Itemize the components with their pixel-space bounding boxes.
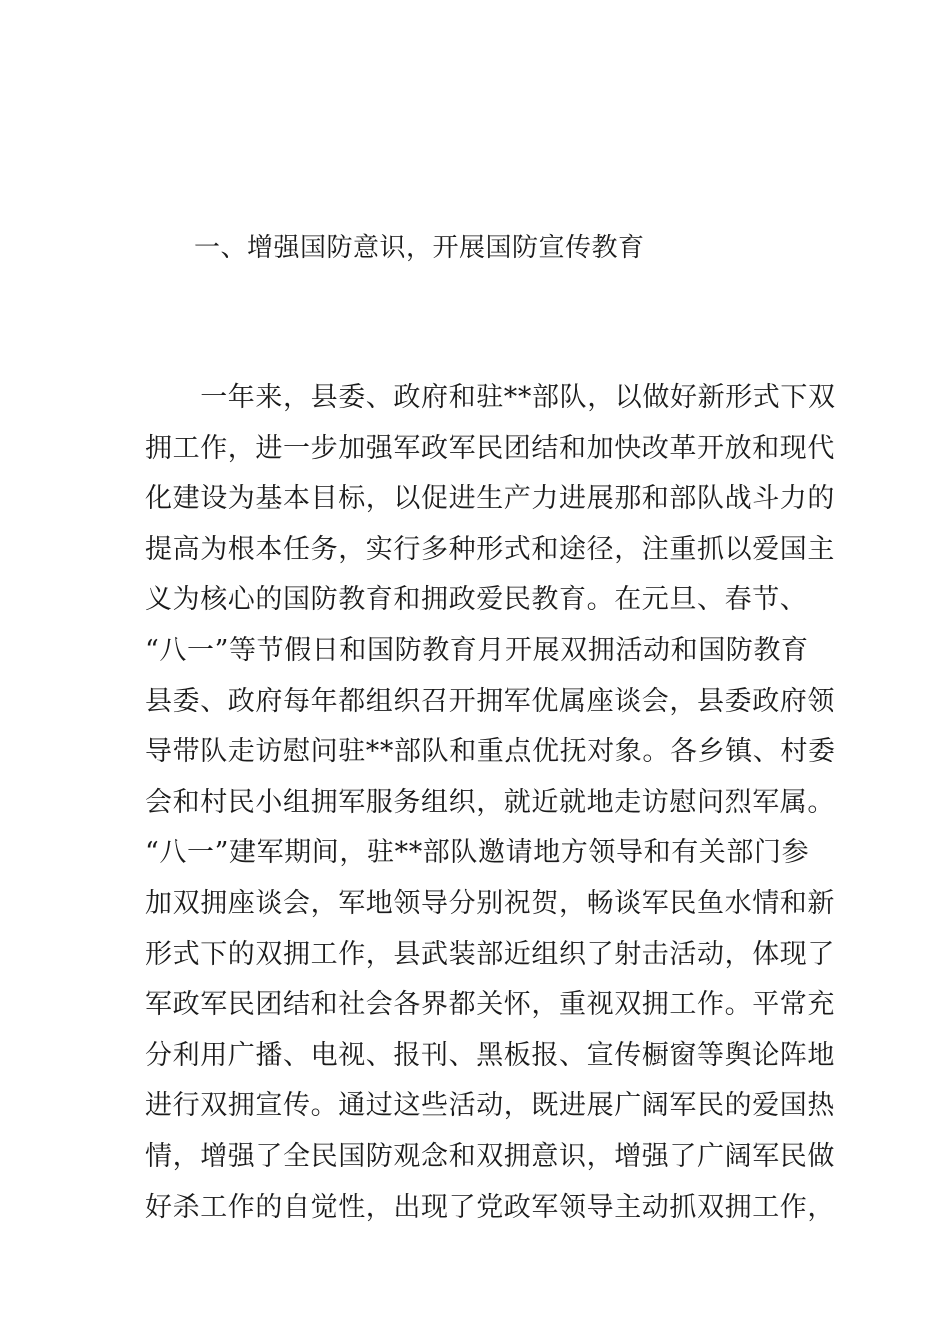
paragraph-line: 会和村民小组拥军服务组织，就近就地走访慰问烈军属。 bbox=[145, 786, 835, 818]
paragraph-line: 进行双拥宣传。通过这些活动，既进展广阔军民的爱国热 bbox=[145, 1090, 835, 1122]
paragraph-line: 好杀工作的自觉性，出现了党政军领导主动抓双拥工作， bbox=[145, 1191, 835, 1223]
paragraph-line: 情，增强了全民国防观念和双拥意识，增强了广阔军民做 bbox=[145, 1140, 835, 1172]
paragraph-line: 分利用广播、电视、报刊、黑板报、宣传橱窗等舆论阵地 bbox=[145, 1039, 835, 1071]
paragraph-line: 军政军民团结和社会各界都关怀，重视双拥工作。平常充 bbox=[145, 989, 835, 1021]
section-heading: 一、增强国防意识，开展国防宣传教育 bbox=[194, 233, 645, 263]
paragraph-line: 加双拥座谈会，军地领导分别祝贺，畅谈军民鱼水情和新 bbox=[145, 887, 835, 919]
paragraph-line: “八一”建军期间，驻**部队邀请地方领导和有关部门参 bbox=[145, 837, 810, 869]
paragraph-line: 县委、政府每年都组织召开拥军优属座谈会，县委政府领 bbox=[145, 685, 835, 717]
paragraph-line: 义为核心的国防教育和拥政爱民教育。在元旦、春节、 bbox=[145, 584, 808, 616]
paragraph-line: 拥工作，进一步加强军政军民团结和加快改革开放和现代 bbox=[145, 432, 835, 464]
paragraph-line: 导带队走访慰问驻**部队和重点优抚对象。各乡镇、村委 bbox=[145, 736, 836, 768]
paragraph-line: 提高为根本任务，实行多种形式和途径，注重抓以爱国主 bbox=[145, 533, 835, 565]
body-paragraph bbox=[145, 373, 836, 1233]
paragraph-line: 化建设为基本目标，以促进生产力进展那和部队战斗力的 bbox=[145, 483, 835, 515]
paragraph-line: “八一”等节假日和国防教育月开展双拥活动和国防教育 bbox=[145, 634, 809, 666]
paragraph-line: 一年来，县委、政府和驻**部队，以做好新形式下双 bbox=[145, 382, 836, 413]
paragraph-line: 形式下的双拥工作，县武装部近组织了射击活动，体现了 bbox=[145, 938, 835, 970]
